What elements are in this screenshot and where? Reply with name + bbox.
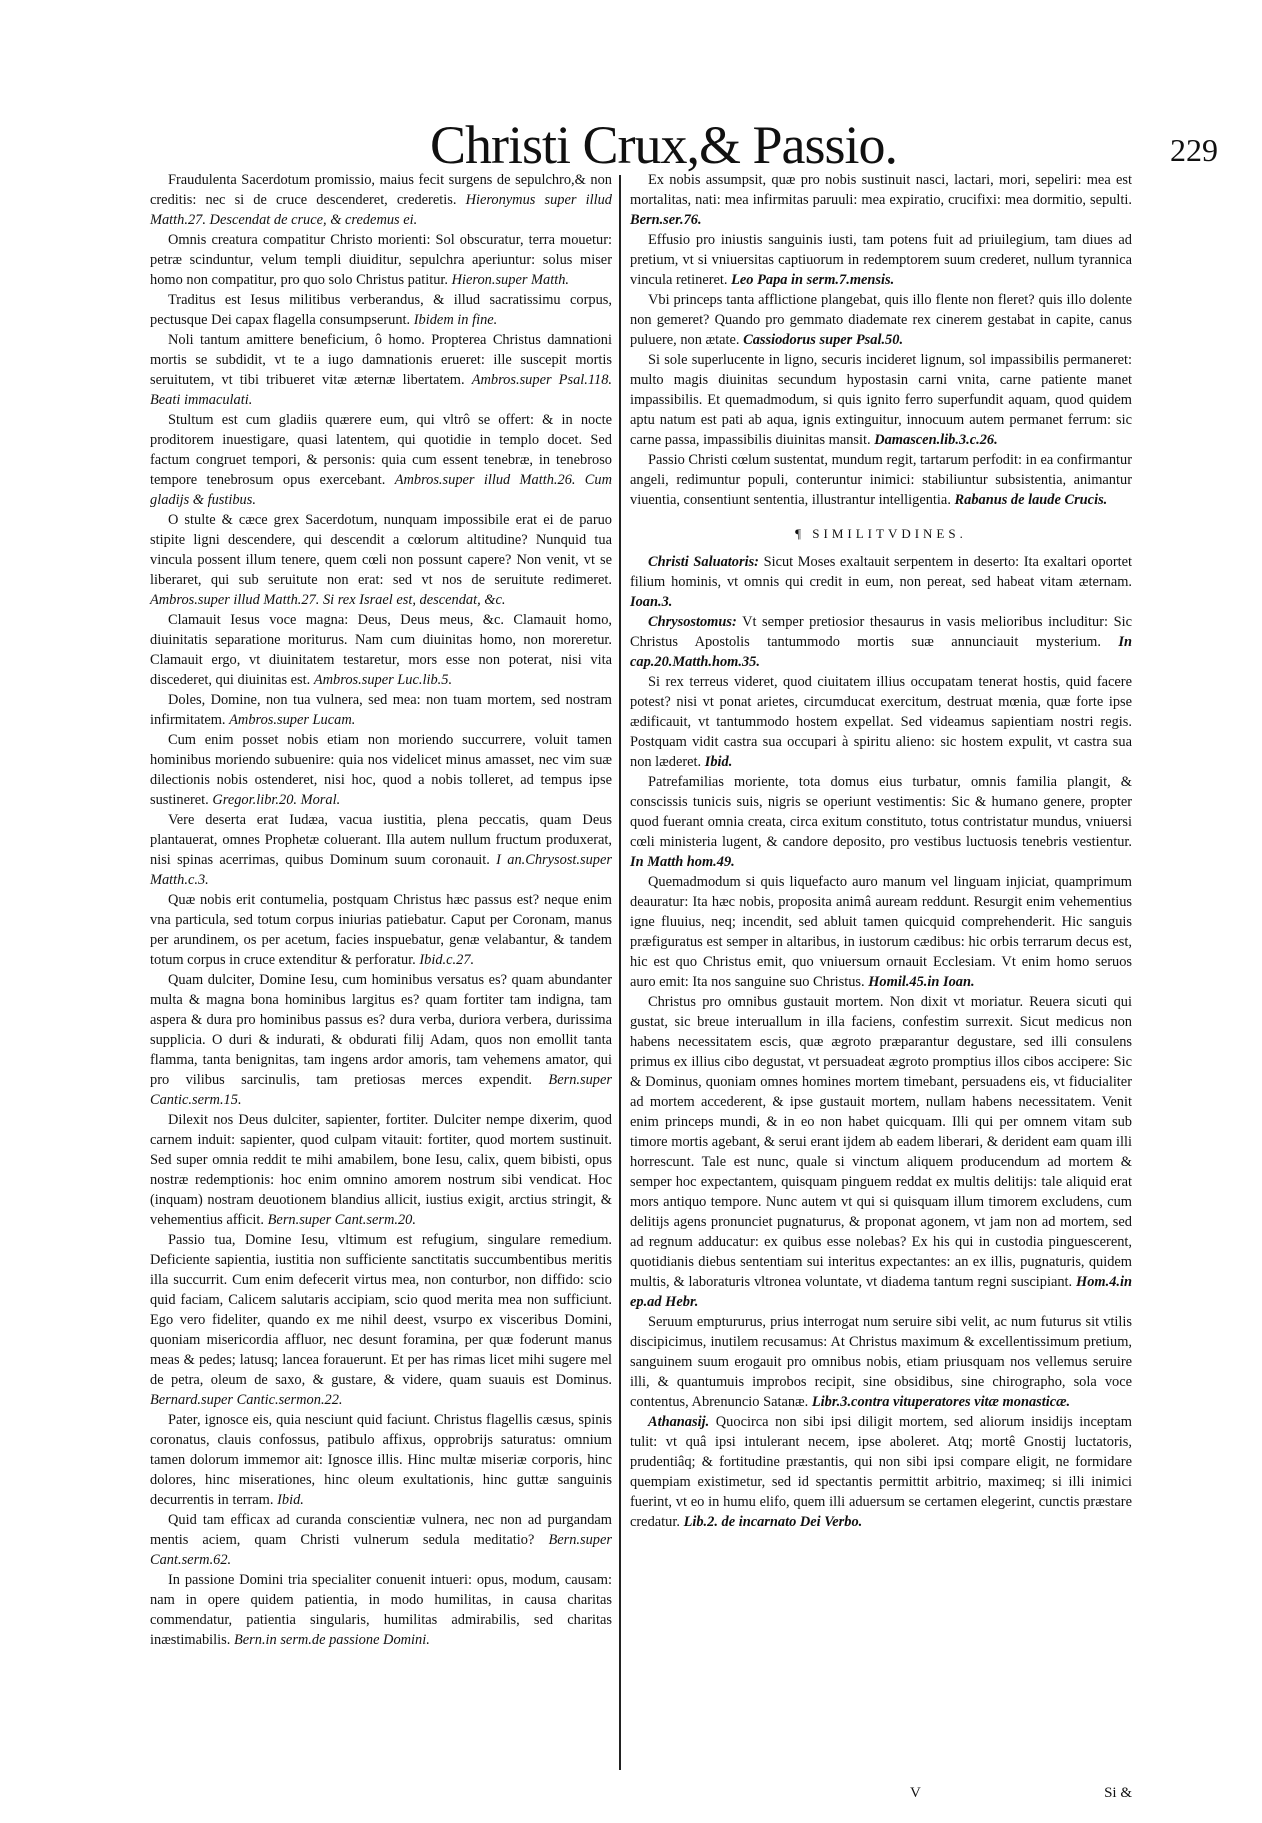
quotation-paragraph (150, 1570, 612, 1650)
source-citation: Ibidem in fine. (413, 312, 498, 328)
paragraph-lead: Chrysostomus: (648, 614, 737, 630)
source-citation: Ambros.super Lucam. (229, 712, 356, 728)
quotation-paragraph (630, 450, 1132, 510)
paragraph-text: Vbi princeps tanta afflictione plangebat, quis illo flente non fleret? quis illo dolente non gemeret? Quando pro gemmato diademate rex cinerem gestabat in capite, canus puluere, non ætate. (630, 292, 1132, 348)
page-number: 229 (1170, 132, 1218, 168)
source-citation: I an.Chrysost.super Matth.c.3. (150, 852, 612, 888)
paragraph-text: Vt semper pretiosior thesaurus in vasis melioribus includitur: Sic Christus Apostolis tantummodo mortis suæ annunciauit mysterium. (630, 614, 1132, 650)
signature-mark: V (910, 1785, 921, 1801)
paragraph-text: Noli tantum amittere beneficium, ô homo. Propterea Christus damnationi mortis se subdidit, vt te a iugo damnationis erueret: ille suscepit mortis seruitutem, vt tibi tribueret vitæ æternæ libertatem. (150, 332, 612, 388)
paragraph-text: Cum enim posset nobis etiam non moriendo succurrere, voluit tamen hominibus moriendo subuenire: quia nos videlicet minus amasset, nec vim suæ dilectionis nobis ostenderet, nisi hoc, quod a nobis tolleret, ad tempus ipse sustineret. (150, 732, 612, 808)
paragraph-text: Omnis creatura compatitur Christo morienti: Sol obscuratur, terra mouetur: petræ scinduntur, velum templi diuiditur, sepulchra aperiuntur: solus miser homo non compatitur, pro quo solo Christus patitur. (150, 232, 612, 288)
source-citation: Ambros.super Luc.lib.5. (313, 672, 453, 688)
paragraph-text: Passio Christi cœlum sustentat, mundum regit, tartarum perfodit: in ea confirmantur angeli, redimuntur populi, conteruntur inimici: stabiliuntur subsistentia, animantur viuentia, consentiunt sententia, illustrantur intelligentia. (630, 452, 1132, 508)
quotation-paragraph (150, 170, 612, 230)
paragraph-text: Quam dulciter, Domine Iesu, cum hominibus versatus es? quam abundanter multa & magna bona hominibus largitus es? quam fortiter tam indigna, tam aspera & dura pro hominibus passus es? dura verba, duriora verbera, durissima supplicia. O duri & indurati, & obdurati filij Adam, quos non emollit tanta flamma, tanta benignitas, tam ingens ardor amoris, tam vehemens amator, qui pro vilibus sarcinulis, tam pretiosas merces expendit. (150, 972, 612, 1088)
right-column-quotes (630, 170, 1132, 510)
quotation-paragraph (630, 1412, 1132, 1532)
quotation-paragraph (630, 672, 1132, 772)
source-citation: Libr.3.contra vituperatores vitæ monasticæ. (811, 1394, 1071, 1410)
source-citation: Ambros.super Psal.118. Beati immaculati. (150, 372, 612, 408)
quotation-paragraph (630, 612, 1132, 672)
quotation-paragraph (150, 730, 612, 810)
quotation-paragraph (630, 992, 1132, 1312)
paragraph-text: Quæ nobis erit contumelia, postquam Christus hæc passus est? neque enim vna particula, sed totum corpus iniurias patiebatur. Caput per Coronam, manus per arundinem, os per acetum, facies inspuebatur, genæ velabantur, & tandem totum corpus in cruce extenditur & perforatur. (150, 892, 612, 968)
paragraph-text: Stultum est cum gladiis quærere eum, qui vltrô se offert: & in nocte proditorem inuestigare, quasi latentem, qui quotidie in templo docet. Sed factum congruet tempori, & personis: quia cum essent tenebræ, in tenebroso tempore tenebrosum opus exercebant. (150, 412, 612, 488)
source-citation: Bernard.super Cantic.sermon.22. (150, 1392, 343, 1408)
paragraph-text: Quocirca non sibi ipsi diligit mortem, sed aliorum insidijs inceptam tulit: vt quâ ipsi intulerant necem, ipse aboleret. Atq; mortê Gnostij luctatoris, prudentiâq; & fortitudine præstantis, qui non sibi ipsi compare eligit, ne formidare quempiam existimetur, sed id spectantis permittit arbitrio, maximeq; si illi inimici fuerint, vt eo in humu elifo, quem illi aduersum se certamen elegerint, cunctis præstare credatur. (630, 1414, 1132, 1530)
quotation-paragraph (150, 1110, 612, 1230)
paragraph-text: O stulte & cæce grex Sacerdotum, nunquam impossibile erat ei de paruo stipite ligni descendere, qui descendit a cœlorum altitudine? Nunquid tua vincula possent illum tenere, quem cœli non possunt capere? Non venit, vt se liberaret, qui sub seruitute non erat: sed vt nos de seruitute redimeret. (150, 512, 612, 588)
source-citation: Ambros.super illud Matth.26. Cum gladijs & fustibus. (150, 472, 612, 508)
quotation-paragraph (150, 230, 612, 290)
quotation-paragraph (630, 170, 1132, 230)
quotation-paragraph (150, 970, 612, 1110)
source-citation: Hieronymus super illud Matth.27. Descendat de cruce, & credemus ei. (150, 192, 612, 228)
source-citation: Ibid.c.27. (419, 952, 475, 968)
paragraph-text: In passione Domini tria specialiter conuenit intueri: opus, modum, causam: nam in opere quidem patientia, in modo humilitas, in causa charitas commendatur, patientia singularis, humilitas admirabilis, sed charitas inæstimabilis. (150, 1572, 612, 1648)
source-citation: Cassiodorus super Psal.50. (743, 332, 904, 348)
source-citation: Ibid. (277, 1492, 304, 1508)
page-footer (630, 1785, 1132, 1809)
quotation-paragraph (150, 290, 612, 330)
right-column (630, 170, 1132, 1815)
quotation-paragraph (150, 410, 612, 510)
paragraph-text: Quemadmodum si quis liquefacto auro manum vel linguam injiciat, quamprimum deauratur: Ita hæc nobis, proposita animâ auream reddunt. Resurgit enim vehementius igne fluuius, neq; incendit, sed abluit tamen quicquid comprehenderit. Hic sanguis præfiguratus est semper in altaribus, in iustorum cædibus: hic orbis terrarum decus est, hic est quo Christus emit, quo vniuersum ornauit Ecclesiam. Vt enim homo seruos auro emit: Ita nos sanguine suo Christus. (630, 874, 1132, 990)
left-column (150, 170, 612, 1815)
section-heading: ¶ SIMILITVDINES. (795, 526, 967, 541)
paragraph-text: Si sole superlucente in ligno, securis incideret lignum, sol impassibilis permaneret: multo magis diuinitas secundum hypostasin carni vnita, carne patiente manet impassibilis. Et quemadmodum, si quis ignito ferro superfundit aquam, quod quidem aptu natum est pati ab aqua, ignis extinguitur, innocuum autem permanet ferrum: sic carne passa, impassibilis diuinitas mansit. (630, 352, 1132, 448)
quotation-paragraph (150, 330, 612, 410)
paragraph-text: Fraudulenta Sacerdotum promissio, maius fecit surgens de sepulchro,& non creditis: nec si de cruce descenderet, crederetis. (150, 172, 612, 208)
source-citation: Leo Papa in serm.7.mensis. (731, 272, 895, 288)
paragraph-text: Pater, ignosce eis, quia nesciunt quid faciunt. Christus flagellis cæsus, spinis coronatus, clauis confossus, patibulo affixus, opprobrijs saturatus: omnium tamen dolorum immemor ait: Ignosce illis. Hinc multæ miseriæ corporis, hinc dolores, hinc miserationes, hinc oleum exultationis, hinc guttæ sanguinis decurrentis in terram. (150, 1412, 612, 1508)
quotation-paragraph (150, 1410, 612, 1510)
source-citation: Bern.in serm.de passione Domini. (233, 1632, 430, 1648)
source-citation: Bern.super Cant.serm.20. (267, 1212, 416, 1228)
column-divider (619, 175, 621, 1770)
source-citation: Damascen.lib.3.c.26. (874, 432, 998, 448)
quotation-paragraph (150, 1510, 612, 1570)
source-citation: Gregor.libr.20. Moral. (212, 792, 341, 808)
source-citation: In Matth hom.49. (630, 854, 735, 870)
catchword: Si & (1104, 1785, 1132, 1801)
paragraph-text: Ex nobis assumpsit, quæ pro nobis sustinuit nasci, lactari, mori, sepeliri: mea est mortalitas, nati: mea infirmitas paruuli: mea expiratio, crucifixi: mea dormitio, sepulti. (630, 172, 1132, 208)
paragraph-text: Passio tua, Domine Iesu, vltimum est refugium, singulare remedium. Deficiente sapientia, iustitia non sufficiente sanctitatis succumbentibus meritis illa succurrit. Cum enim defecerit virtus mea, non conturbor, non diffido: scio quid faciam, Calicem salutaris accipiam, scio quod merita mea non sufficiunt. Ego vero fideliter, quando ex me nihil deest, vsurpo ex visceribus Domini, quoniam misericordia affluor, nec desunt foramina, per quæ foderunt manus meas & pedes; latusq; lancea forauerunt. Et per has rimas licet mihi sugere mel de petra, oleum de saxo, & gustare, & videre, quam suauis est Dominus. (150, 1232, 612, 1388)
source-citation: Bern.super Cantic.serm.15. (150, 1072, 612, 1108)
paragraph-lead: Christi Saluatoris: (648, 554, 759, 570)
source-citation: Rabanus de laude Crucis. (954, 492, 1108, 508)
paragraph-text: Doles, Domine, non tua vulnera, sed mea: non tuam mortem, sed nostram infirmitatem. (150, 692, 612, 728)
quotation-paragraph (150, 610, 612, 690)
quotation-paragraph (630, 872, 1132, 992)
paragraph-text: Si rex terreus videret, quod ciuitatem illius occupatam tenerat hostis, quid facere potest? nisi vt ponat arietes, circumducat exercitum, destruat mœnia, quæ forte ipse ædificauit, vt tantummodo hostem expellat. Sed videamus sapientiam nostri regis. Postquam vidit castra sua occupari à spiritu alieno: sic hostem expulit, vt castra sua non læderet. (630, 674, 1132, 770)
quotation-paragraph (150, 1230, 612, 1410)
paragraph-text: Dilexit nos Deus dulciter, sapienter, fortiter. Dulciter nempe dixerim, quod carnem induit: sapienter, quod culpam vitauit: fortiter, quod mortem sustinuit. Sed super omnia reddit te mihi amabilem, bone Iesu, calix, quem bibisti, opus nostræ redemptionis: hoc enim omnino amorem nostrum sibi vendicat. Hoc (inquam) nostram deuotionem blandius allicit, iustius exigit, arctius stringit, & vehementius afficit. (150, 1112, 612, 1228)
source-citation: Bern.ser.76. (630, 212, 702, 228)
paragraph-text: Sicut Moses exaltauit serpentem in deserto: Ita exaltari oportet filium hominis, vt omnis qui credit in eum, non pereat, sed habeat vitam æternam. (630, 554, 1132, 590)
quotation-paragraph (630, 552, 1132, 612)
source-citation: In cap.20.Matth.hom.35. (630, 634, 1132, 670)
paragraph-text: Clamauit Iesus voce magna: Deus, Deus meus, &c. Clamauit homo, diuinitatis separatione moriturus. Nam cum diuinitas homo, non moreretur. Clamauit ergo, vt diuinitatem testaretur, mors esse non poterat, nisi vita discederet, qui diuinitas est. (150, 612, 612, 688)
source-citation: Ioan.3. (630, 594, 673, 610)
paragraph-text: Quid tam efficax ad curanda conscientiæ vulnera, nec non ad purgandam mentis aciem, quam Christi vulnerum sedula meditatio? (150, 1512, 612, 1548)
paragraph-text: Vere deserta erat Iudæa, vacua iustitia, plena peccatis, quam Deus plantauerat, omnes Prophetæ coluerant. Illa autem nullum fructum produxerat, nisi spinas acerrimas, quibus Dominum suum coronauit. (150, 812, 612, 868)
quotation-paragraph (150, 810, 612, 890)
quotation-paragraph (630, 350, 1132, 450)
quotation-paragraph (150, 690, 612, 730)
quotation-paragraph (150, 510, 612, 610)
quotation-paragraph (630, 772, 1132, 872)
source-citation: Hom.4.in ep.ad Hebr. (630, 1274, 1132, 1310)
source-citation: Homil.45.in Ioan. (868, 974, 975, 990)
source-citation: Lib.2. de incarnato Dei Verbo. (683, 1514, 863, 1530)
paragraph-text: Christus pro omnibus gustauit mortem. Non dixit vt moriatur. Reuera sicuti qui gustat, sic breue interuallum in illa faciens, confestim surrexit. Sicut medicus non habens necessitatem escis, quæ ægroto præparantur degustare, sed illi consulens primus ex illius cibo degustat, vt persuadeat ægroto promptius illos cibos accipere: Sic & Dominus, quoniam omnes homines mortem timebant, persuadens eis, vt fiducialiter ad mortem accederent, & ipse gustauit mortem, nullam habens necessitatem. Venit enim princeps mundi, & in eo non habet quicquam. Illi qui per omnem vitam sub timore mortis agebant, & serui erant ijdem ab eadem liberari, & derident eam quam illi horrescunt. Tale est nunc, quale si vinctum aliquem producendum ad mortem & semper hoc expectantem, quisquam pinguem reddat ex multis delitijs: tale aliquid erat mors antiquo tempore. Nunc autem vt qui si quisquam illum timorem excludens, cum delitijs agens pronunciet pugnaturus, & proponat agonem, vt jam non ad mortem, sed ad regnum adducatur: ex quibus esse nolebas? Ex his qui in custodia pinguescerent, quotidianis diebus sententiam sui interitus expectantes: an ex illis, pugnaturis, quidem multis, & laboraturis vltronea voluntate, vt diadema tantum regni suscipiant. (630, 994, 1132, 1290)
quotation-paragraph (630, 230, 1132, 290)
paragraph-text: Patrefamilias moriente, tota domus eius turbatur, omnis familia plangit, & conscissis tunicis suis, nigris se operiunt vestimentis: Sic & humano genere, propter quod fuerant omnia creata, circa exitum constituto, totus contristatur mundus, vniuersi cœli ministeria lugent, & candore deposito, pro vestibus luctuosis tenebris vestientur. (630, 774, 1132, 850)
paragraph-text: Seruum emptururus, prius interrogat num seruire sibi velit, ac num futurus sit vtilis discipicimus, inutilem recusamus: At Christus maximum & excellentissimum pretium, sanguinem suum erogauit pro omnibus nobis, etiam priusquam nos vellemus seruire illi, & quantumuis improbos recipit, sine obsidibus, sine chirographo, sola voce contentus, Abrenuncio Satanæ. (630, 1314, 1132, 1410)
source-citation: Bern.super Cant.serm.62. (150, 1532, 612, 1568)
quotation-paragraph (630, 290, 1132, 350)
quotation-paragraph (150, 890, 612, 970)
quotation-paragraph (630, 1312, 1132, 1412)
paragraph-text: Effusio pro iniustis sanguinis iusti, tam potens fuit ad priuilegium, tam diues ad pretium, vt si vniuersitas captiuorum in redemptorem suum crederet, nullum tyrannica vincula retineret. (630, 232, 1132, 288)
source-citation: Hieron.super Matth. (451, 272, 570, 288)
paragraph-text: Traditus est Iesus militibus verberandus, & illud sacratissimu corpus, pectusque Dei capax flagella consumpserunt. (150, 292, 612, 328)
source-citation: Ambros.super illud Matth.27. Si rex Israel est, descendat, &c. (150, 592, 506, 608)
paragraph-lead: Athanasij. (648, 1414, 710, 1430)
running-title: Christi Crux,& Passio. (430, 115, 898, 175)
source-citation: Ibid. (704, 754, 733, 770)
similitudines-list (630, 552, 1132, 1532)
